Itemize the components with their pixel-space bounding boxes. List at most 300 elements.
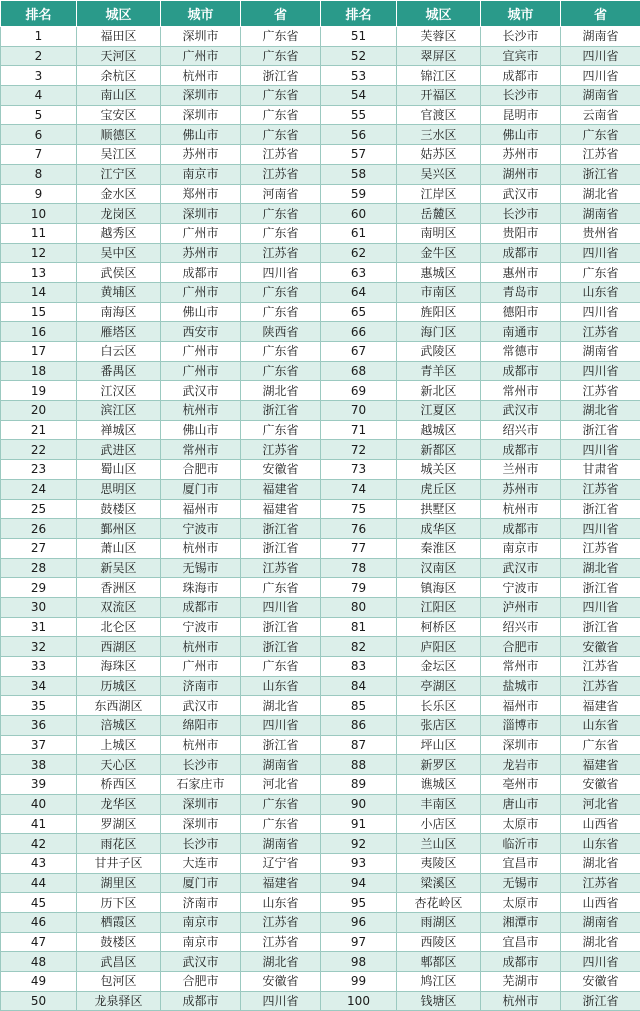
- table-row: [1, 479, 640, 499]
- left-district-cell: 吴中区: [77, 243, 161, 263]
- right-city-cell: 南京市: [481, 538, 561, 558]
- left-province-cell: 湖北省: [241, 381, 321, 401]
- left-city-cell: 绵阳市: [161, 716, 241, 736]
- left-city-cell: 合肥市: [161, 972, 241, 992]
- left-province-cell: 广东省: [241, 342, 321, 362]
- right-province-cell: 湖北省: [561, 184, 640, 204]
- right-city-cell: 宜昌市: [481, 853, 561, 873]
- right-rank-cell: 69: [321, 381, 397, 401]
- table-row: [1, 952, 640, 972]
- table-row: [1, 558, 640, 578]
- right-district-cell: 吴兴区: [397, 164, 481, 184]
- right-province-cell: 江苏省: [561, 873, 640, 893]
- left-rank-cell: 48: [1, 952, 77, 972]
- right-district-cell: 夷陵区: [397, 853, 481, 873]
- left-rank-cell: 7: [1, 145, 77, 165]
- right-rank-cell: 67: [321, 342, 397, 362]
- left-rank-cell: 23: [1, 460, 77, 480]
- left-district-cell: 江汉区: [77, 381, 161, 401]
- right-district-cell: 翠屏区: [397, 46, 481, 66]
- right-rank-cell: 89: [321, 775, 397, 795]
- right-city-cell: 贵阳市: [481, 223, 561, 243]
- left-rank-cell: 30: [1, 597, 77, 617]
- right-district-cell: 拱墅区: [397, 499, 481, 519]
- left-city-cell: 厦门市: [161, 873, 241, 893]
- right-city-cell: 太原市: [481, 814, 561, 834]
- left-city-cell: 成都市: [161, 991, 241, 1011]
- right-province-cell: 广东省: [561, 263, 640, 283]
- right-district-cell: 杏花岭区: [397, 893, 481, 913]
- left-rank-cell: 18: [1, 361, 77, 381]
- right-province-cell: 山东省: [561, 716, 640, 736]
- right-rank-cell: 78: [321, 558, 397, 578]
- left-district-cell: 香洲区: [77, 578, 161, 598]
- left-city-cell: 广州市: [161, 342, 241, 362]
- right-city-cell: 常州市: [481, 657, 561, 677]
- right-rank-cell: 74: [321, 479, 397, 499]
- left-district-cell: 南山区: [77, 86, 161, 106]
- left-city-cell: 郑州市: [161, 184, 241, 204]
- right-rank-cell: 53: [321, 66, 397, 86]
- right-city-cell: 淄博市: [481, 716, 561, 736]
- left-rank-cell: 27: [1, 538, 77, 558]
- right-province-cell: 四川省: [561, 66, 640, 86]
- left-rank-cell: 8: [1, 164, 77, 184]
- right-rank-cell: 91: [321, 814, 397, 834]
- left-city-cell: 南京市: [161, 932, 241, 952]
- left-city-cell: 石家庄市: [161, 775, 241, 795]
- right-city-cell: 武汉市: [481, 184, 561, 204]
- table-row: [1, 125, 640, 145]
- table-row: [1, 775, 640, 795]
- left-district-cell: 湖里区: [77, 873, 161, 893]
- left-province-cell: 四川省: [241, 597, 321, 617]
- left-city-cell: 无锡市: [161, 558, 241, 578]
- left-city-cell: 广州市: [161, 282, 241, 302]
- left-province-cell: 广东省: [241, 794, 321, 814]
- right-rank-cell: 68: [321, 361, 397, 381]
- right-district-cell: 南明区: [397, 223, 481, 243]
- right-district-cell: 武陵区: [397, 342, 481, 362]
- right-district-cell: 钱塘区: [397, 991, 481, 1011]
- right-rank-cell: 81: [321, 617, 397, 637]
- right-district-cell: 三水区: [397, 125, 481, 145]
- right-province-cell: 湖北省: [561, 401, 640, 421]
- table-row: [1, 716, 640, 736]
- right-province-cell: 四川省: [561, 302, 640, 322]
- right-rank-cell: 60: [321, 204, 397, 224]
- right-city-cell: 太原市: [481, 893, 561, 913]
- left-city-cell: 厦门市: [161, 479, 241, 499]
- table-row: [1, 401, 640, 421]
- right-district-cell: 秦淮区: [397, 538, 481, 558]
- left-province-cell: 浙江省: [241, 519, 321, 539]
- left-rank-cell: 21: [1, 420, 77, 440]
- left-district-cell: 甘井子区: [77, 853, 161, 873]
- right-district-cell: 庐阳区: [397, 637, 481, 657]
- left-district-cell: 龙华区: [77, 794, 161, 814]
- left-rank-cell: 37: [1, 735, 77, 755]
- right-province-cell: 四川省: [561, 243, 640, 263]
- left-district-cell: 顺德区: [77, 125, 161, 145]
- left-province-cell: 陕西省: [241, 322, 321, 342]
- table-row: [1, 204, 640, 224]
- left-city-cell: 杭州市: [161, 401, 241, 421]
- left-city-cell: 福州市: [161, 499, 241, 519]
- left-province-cell: 浙江省: [241, 735, 321, 755]
- left-city-cell: 珠海市: [161, 578, 241, 598]
- right-district-cell: 市南区: [397, 282, 481, 302]
- right-city-cell: 成都市: [481, 440, 561, 460]
- left-city-cell: 佛山市: [161, 125, 241, 145]
- left-rank-cell: 9: [1, 184, 77, 204]
- right-province-cell: 福建省: [561, 755, 640, 775]
- right-city-cell: 青岛市: [481, 282, 561, 302]
- right-city-cell: 杭州市: [481, 499, 561, 519]
- right-district-cell: 海门区: [397, 322, 481, 342]
- right-province-cell: 云南省: [561, 105, 640, 125]
- right-city-cell: 成都市: [481, 361, 561, 381]
- right-district-cell: 小店区: [397, 814, 481, 834]
- right-rank-cell: 90: [321, 794, 397, 814]
- left-city-cell: 西安市: [161, 322, 241, 342]
- right-district-cell: 鸠江区: [397, 972, 481, 992]
- left-province-cell: 湖北省: [241, 952, 321, 972]
- left-district-cell: 包河区: [77, 972, 161, 992]
- right-province-cell: 四川省: [561, 952, 640, 972]
- right-rank-cell: 82: [321, 637, 397, 657]
- left-city-cell: 深圳市: [161, 204, 241, 224]
- left-city-cell: 杭州市: [161, 735, 241, 755]
- right-district-cell: 越城区: [397, 420, 481, 440]
- left-city-cell: 宁波市: [161, 617, 241, 637]
- left-province-cell: 湖南省: [241, 834, 321, 854]
- right-province-cell: 山西省: [561, 814, 640, 834]
- right-city-cell: 芜湖市: [481, 972, 561, 992]
- table-row: [1, 223, 640, 243]
- table-row: [1, 617, 640, 637]
- right-rank-cell: 75: [321, 499, 397, 519]
- right-district-cell: 江阳区: [397, 597, 481, 617]
- table-header-row: [1, 1, 640, 27]
- right-district-cell: 张店区: [397, 716, 481, 736]
- right-rank-cell: 96: [321, 912, 397, 932]
- left-district-cell: 白云区: [77, 342, 161, 362]
- right-city-cell: 昆明市: [481, 105, 561, 125]
- right-district-cell: 郫都区: [397, 952, 481, 972]
- right-rank-cell: 83: [321, 657, 397, 677]
- right-province-cell: 山东省: [561, 834, 640, 854]
- left-rank-cell: 6: [1, 125, 77, 145]
- right-province-cell: 四川省: [561, 440, 640, 460]
- right-district-cell: 城关区: [397, 460, 481, 480]
- right-rank-cell: 55: [321, 105, 397, 125]
- header-district-right: 城区: [397, 1, 481, 27]
- left-district-cell: 东西湖区: [77, 696, 161, 716]
- left-province-cell: 江苏省: [241, 243, 321, 263]
- left-rank-cell: 17: [1, 342, 77, 362]
- right-city-cell: 兰州市: [481, 460, 561, 480]
- left-province-cell: 江苏省: [241, 558, 321, 578]
- left-district-cell: 涪城区: [77, 716, 161, 736]
- right-city-cell: 成都市: [481, 952, 561, 972]
- left-province-cell: 江苏省: [241, 145, 321, 165]
- right-district-cell: 姑苏区: [397, 145, 481, 165]
- table-row: [1, 184, 640, 204]
- right-rank-cell: 73: [321, 460, 397, 480]
- right-district-cell: 锦江区: [397, 66, 481, 86]
- left-province-cell: 广东省: [241, 657, 321, 677]
- left-city-cell: 长沙市: [161, 834, 241, 854]
- right-province-cell: 湖北省: [561, 932, 640, 952]
- right-rank-cell: 57: [321, 145, 397, 165]
- right-district-cell: 雨湖区: [397, 912, 481, 932]
- right-rank-cell: 88: [321, 755, 397, 775]
- right-province-cell: 江苏省: [561, 479, 640, 499]
- left-province-cell: 河北省: [241, 775, 321, 795]
- left-district-cell: 雨花区: [77, 834, 161, 854]
- left-district-cell: 双流区: [77, 597, 161, 617]
- right-province-cell: 湖南省: [561, 342, 640, 362]
- left-rank-cell: 19: [1, 381, 77, 401]
- left-rank-cell: 34: [1, 676, 77, 696]
- right-rank-cell: 63: [321, 263, 397, 283]
- right-city-cell: 长沙市: [481, 86, 561, 106]
- right-province-cell: 湖北省: [561, 853, 640, 873]
- left-province-cell: 浙江省: [241, 66, 321, 86]
- right-rank-cell: 51: [321, 27, 397, 47]
- left-city-cell: 广州市: [161, 657, 241, 677]
- right-city-cell: 成都市: [481, 519, 561, 539]
- table-row: [1, 46, 640, 66]
- left-district-cell: 罗湖区: [77, 814, 161, 834]
- right-rank-cell: 72: [321, 440, 397, 460]
- right-rank-cell: 98: [321, 952, 397, 972]
- left-city-cell: 广州市: [161, 46, 241, 66]
- right-city-cell: 佛山市: [481, 125, 561, 145]
- right-city-cell: 宁波市: [481, 578, 561, 598]
- right-rank-cell: 64: [321, 282, 397, 302]
- left-district-cell: 吴江区: [77, 145, 161, 165]
- right-rank-cell: 54: [321, 86, 397, 106]
- right-province-cell: 江苏省: [561, 322, 640, 342]
- left-district-cell: 滨江区: [77, 401, 161, 421]
- right-district-cell: 青羊区: [397, 361, 481, 381]
- right-province-cell: 甘肃省: [561, 460, 640, 480]
- left-province-cell: 山东省: [241, 893, 321, 913]
- left-city-cell: 成都市: [161, 597, 241, 617]
- left-district-cell: 南海区: [77, 302, 161, 322]
- table-row: [1, 460, 640, 480]
- left-city-cell: 南京市: [161, 164, 241, 184]
- left-city-cell: 佛山市: [161, 302, 241, 322]
- left-province-cell: 浙江省: [241, 637, 321, 657]
- left-province-cell: 广东省: [241, 361, 321, 381]
- right-city-cell: 宜昌市: [481, 932, 561, 952]
- right-district-cell: 柯桥区: [397, 617, 481, 637]
- left-city-cell: 大连市: [161, 853, 241, 873]
- right-province-cell: 浙江省: [561, 499, 640, 519]
- table-row: [1, 538, 640, 558]
- right-province-cell: 山东省: [561, 282, 640, 302]
- right-city-cell: 杭州市: [481, 991, 561, 1011]
- table-row: [1, 637, 640, 657]
- left-province-cell: 浙江省: [241, 538, 321, 558]
- left-city-cell: 苏州市: [161, 145, 241, 165]
- right-rank-cell: 77: [321, 538, 397, 558]
- right-province-cell: 福建省: [561, 696, 640, 716]
- right-city-cell: 合肥市: [481, 637, 561, 657]
- table-row: [1, 243, 640, 263]
- left-city-cell: 深圳市: [161, 27, 241, 47]
- right-district-cell: 芙蓉区: [397, 27, 481, 47]
- right-province-cell: 湖南省: [561, 912, 640, 932]
- left-rank-cell: 25: [1, 499, 77, 519]
- left-province-cell: 广东省: [241, 814, 321, 834]
- right-province-cell: 江苏省: [561, 676, 640, 696]
- left-city-cell: 武汉市: [161, 952, 241, 972]
- left-province-cell: 福建省: [241, 479, 321, 499]
- left-district-cell: 鼓楼区: [77, 932, 161, 952]
- right-district-cell: 旌阳区: [397, 302, 481, 322]
- right-city-cell: 临沂市: [481, 834, 561, 854]
- right-province-cell: 四川省: [561, 597, 640, 617]
- right-district-cell: 镇海区: [397, 578, 481, 598]
- left-rank-cell: 26: [1, 519, 77, 539]
- table-body: [1, 27, 640, 1011]
- right-district-cell: 惠城区: [397, 263, 481, 283]
- left-district-cell: 新吴区: [77, 558, 161, 578]
- left-rank-cell: 47: [1, 932, 77, 952]
- left-province-cell: 广东省: [241, 27, 321, 47]
- right-province-cell: 安徽省: [561, 775, 640, 795]
- left-district-cell: 武昌区: [77, 952, 161, 972]
- table-row: [1, 342, 640, 362]
- right-rank-cell: 58: [321, 164, 397, 184]
- left-city-cell: 常州市: [161, 440, 241, 460]
- left-city-cell: 宁波市: [161, 519, 241, 539]
- left-rank-cell: 10: [1, 204, 77, 224]
- left-rank-cell: 43: [1, 853, 77, 873]
- left-province-cell: 湖北省: [241, 696, 321, 716]
- left-district-cell: 雁塔区: [77, 322, 161, 342]
- left-district-cell: 宝安区: [77, 105, 161, 125]
- right-city-cell: 武汉市: [481, 558, 561, 578]
- table-row: [1, 696, 640, 716]
- left-city-cell: 南京市: [161, 912, 241, 932]
- table-row: [1, 66, 640, 86]
- left-province-cell: 广东省: [241, 302, 321, 322]
- table-row: [1, 105, 640, 125]
- left-district-cell: 天河区: [77, 46, 161, 66]
- left-city-cell: 广州市: [161, 223, 241, 243]
- left-province-cell: 广东省: [241, 282, 321, 302]
- left-province-cell: 安徽省: [241, 972, 321, 992]
- right-province-cell: 湖南省: [561, 86, 640, 106]
- right-city-cell: 湖州市: [481, 164, 561, 184]
- left-district-cell: 龙泉驿区: [77, 991, 161, 1011]
- right-province-cell: 江苏省: [561, 538, 640, 558]
- left-rank-cell: 16: [1, 322, 77, 342]
- right-rank-cell: 59: [321, 184, 397, 204]
- table-row: [1, 834, 640, 854]
- left-province-cell: 四川省: [241, 716, 321, 736]
- left-province-cell: 四川省: [241, 991, 321, 1011]
- table-row: [1, 519, 640, 539]
- table-row: [1, 440, 640, 460]
- left-rank-cell: 11: [1, 223, 77, 243]
- right-district-cell: 金牛区: [397, 243, 481, 263]
- right-province-cell: 江苏省: [561, 145, 640, 165]
- left-rank-cell: 3: [1, 66, 77, 86]
- left-province-cell: 广东省: [241, 125, 321, 145]
- left-city-cell: 深圳市: [161, 105, 241, 125]
- left-district-cell: 鼓楼区: [77, 499, 161, 519]
- left-district-cell: 黄埔区: [77, 282, 161, 302]
- right-rank-cell: 85: [321, 696, 397, 716]
- left-province-cell: 江苏省: [241, 164, 321, 184]
- right-city-cell: 福州市: [481, 696, 561, 716]
- left-province-cell: 广东省: [241, 86, 321, 106]
- right-rank-cell: 87: [321, 735, 397, 755]
- left-city-cell: 合肥市: [161, 460, 241, 480]
- right-city-cell: 常德市: [481, 342, 561, 362]
- left-rank-cell: 50: [1, 991, 77, 1011]
- right-district-cell: 西陵区: [397, 932, 481, 952]
- left-district-cell: 禅城区: [77, 420, 161, 440]
- left-rank-cell: 5: [1, 105, 77, 125]
- right-province-cell: 贵州省: [561, 223, 640, 243]
- right-city-cell: 绍兴市: [481, 617, 561, 637]
- left-province-cell: 江苏省: [241, 932, 321, 952]
- table-row: [1, 794, 640, 814]
- left-rank-cell: 20: [1, 401, 77, 421]
- left-rank-cell: 36: [1, 716, 77, 736]
- left-province-cell: 江苏省: [241, 912, 321, 932]
- left-rank-cell: 32: [1, 637, 77, 657]
- table-row: [1, 893, 640, 913]
- table-row: [1, 932, 640, 952]
- table-row: [1, 991, 640, 1011]
- right-city-cell: 湘潭市: [481, 912, 561, 932]
- right-city-cell: 长沙市: [481, 27, 561, 47]
- right-city-cell: 宜宾市: [481, 46, 561, 66]
- table-row: [1, 873, 640, 893]
- table-row: [1, 814, 640, 834]
- left-rank-cell: 12: [1, 243, 77, 263]
- table-row: [1, 381, 640, 401]
- table-row: [1, 322, 640, 342]
- left-district-cell: 思明区: [77, 479, 161, 499]
- right-city-cell: 成都市: [481, 66, 561, 86]
- right-city-cell: 泸州市: [481, 597, 561, 617]
- right-district-cell: 丰南区: [397, 794, 481, 814]
- right-district-cell: 亭湖区: [397, 676, 481, 696]
- right-province-cell: 山西省: [561, 893, 640, 913]
- left-rank-cell: 2: [1, 46, 77, 66]
- left-city-cell: 深圳市: [161, 814, 241, 834]
- table-row: [1, 735, 640, 755]
- left-rank-cell: 33: [1, 657, 77, 677]
- left-province-cell: 广东省: [241, 105, 321, 125]
- left-province-cell: 浙江省: [241, 617, 321, 637]
- table-row: [1, 145, 640, 165]
- left-district-cell: 鄞州区: [77, 519, 161, 539]
- table-row: [1, 657, 640, 677]
- left-province-cell: 广东省: [241, 420, 321, 440]
- left-district-cell: 天心区: [77, 755, 161, 775]
- table-row: [1, 282, 640, 302]
